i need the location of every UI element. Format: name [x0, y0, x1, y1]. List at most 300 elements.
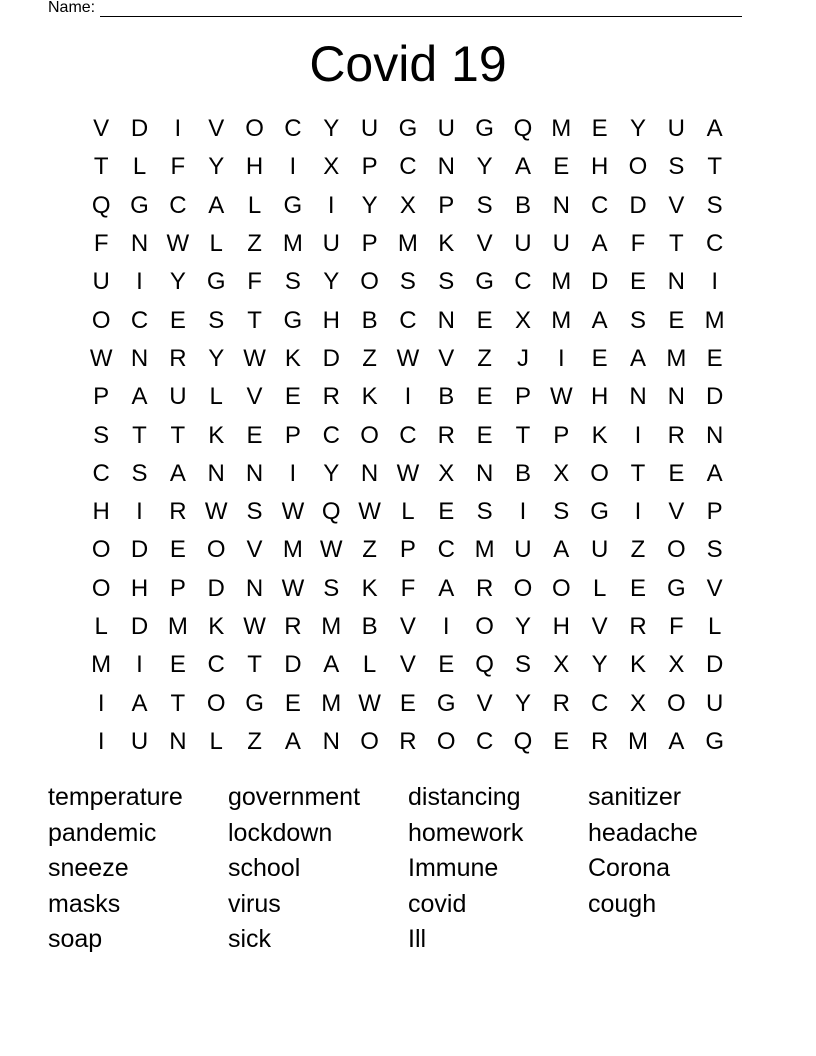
- grid-letter[interactable]: P: [706, 498, 723, 526]
- grid-letter[interactable]: O: [666, 689, 686, 717]
- grid-letter[interactable]: C: [399, 421, 417, 449]
- grid-letter[interactable]: W: [89, 344, 113, 372]
- grid-letter[interactable]: A: [131, 689, 148, 717]
- grid-letter[interactable]: I: [711, 268, 718, 296]
- grid-letter[interactable]: W: [166, 230, 190, 258]
- grid-letter[interactable]: O: [590, 459, 609, 487]
- grid-letter[interactable]: D: [706, 383, 724, 411]
- page-title: Covid 19: [309, 36, 507, 92]
- grid-letter[interactable]: Z: [630, 536, 646, 564]
- grid-letter[interactable]: S: [246, 498, 263, 526]
- grid-letter[interactable]: M: [282, 536, 303, 564]
- grid-letter[interactable]: V: [706, 574, 723, 602]
- grid-letter[interactable]: U: [437, 115, 455, 143]
- grid-letter[interactable]: U: [552, 230, 570, 258]
- grid-letter[interactable]: Y: [323, 459, 340, 487]
- grid-letter[interactable]: R: [284, 613, 302, 640]
- grid-letter[interactable]: F: [247, 268, 262, 296]
- grid-letter[interactable]: D: [130, 613, 149, 640]
- grid-letter[interactable]: C: [475, 727, 494, 755]
- grid-letter[interactable]: F: [668, 613, 684, 640]
- grid-letter[interactable]: C: [322, 421, 340, 449]
- grid-letter[interactable]: R: [437, 421, 455, 449]
- grid-letter[interactable]: G: [283, 191, 303, 219]
- grid-letter[interactable]: V: [93, 115, 110, 143]
- grid-letter[interactable]: I: [327, 191, 335, 219]
- grid-letter[interactable]: W: [358, 498, 381, 526]
- grid-letter[interactable]: E: [169, 306, 186, 334]
- grid-letter[interactable]: I: [634, 421, 642, 449]
- grid-letter[interactable]: G: [590, 498, 609, 526]
- grid-letter[interactable]: V: [246, 536, 263, 564]
- grid-letter[interactable]: I: [97, 689, 105, 717]
- grid-letter[interactable]: G: [475, 115, 494, 143]
- grid-letter[interactable]: C: [399, 306, 417, 334]
- grid-letter[interactable]: D: [130, 115, 149, 143]
- grid-row: [82, 646, 734, 684]
- grid-letter[interactable]: W: [281, 498, 305, 526]
- grid-letter[interactable]: O: [513, 574, 533, 602]
- grid-letter[interactable]: C: [514, 268, 532, 296]
- grid-letter[interactable]: L: [247, 191, 262, 219]
- grid-letter[interactable]: T: [170, 421, 186, 449]
- grid-letter[interactable]: S: [629, 306, 646, 334]
- grid-letter[interactable]: E: [629, 574, 646, 602]
- grid-letter[interactable]: W: [281, 574, 305, 602]
- grid-letter[interactable]: I: [136, 498, 143, 526]
- grid-letter[interactable]: P: [169, 574, 186, 602]
- grid-letter[interactable]: D: [322, 344, 340, 372]
- grid-letter[interactable]: B: [438, 383, 455, 411]
- grid-letter[interactable]: P: [553, 421, 570, 449]
- grid-letter[interactable]: Y: [591, 651, 608, 679]
- name-field[interactable]: [48, 0, 742, 17]
- grid-letter[interactable]: G: [206, 268, 226, 296]
- grid-letter[interactable]: X: [668, 651, 685, 679]
- grid-letter[interactable]: M: [666, 344, 687, 372]
- grid-letter[interactable]: O: [206, 689, 226, 717]
- grid-letter[interactable]: T: [668, 230, 684, 258]
- grid-letter[interactable]: N: [667, 383, 685, 411]
- grid-letter[interactable]: N: [360, 459, 379, 487]
- grid-letter[interactable]: S: [553, 498, 570, 526]
- grid-letter[interactable]: V: [476, 230, 493, 258]
- grid-letter[interactable]: A: [553, 536, 570, 564]
- grid-letter[interactable]: G: [436, 689, 456, 717]
- grid-letter[interactable]: A: [668, 727, 685, 755]
- grid-letter[interactable]: U: [667, 115, 685, 143]
- grid-letter[interactable]: X: [323, 153, 340, 181]
- grid-letter[interactable]: I: [404, 383, 412, 411]
- grid-letter[interactable]: Y: [629, 115, 646, 143]
- word-list-item: Ill: [408, 925, 427, 954]
- grid-letter[interactable]: L: [94, 613, 108, 640]
- grid-letter[interactable]: T: [132, 421, 147, 449]
- grid-letter[interactable]: Y: [476, 153, 493, 181]
- grid-letter[interactable]: S: [668, 153, 685, 181]
- grid-letter[interactable]: I: [174, 115, 182, 143]
- grid-letter[interactable]: Z: [362, 344, 377, 372]
- grid-letter[interactable]: T: [707, 153, 722, 181]
- grid-letter[interactable]: W: [243, 613, 266, 640]
- grid-letter[interactable]: V: [668, 191, 685, 219]
- grid-letter[interactable]: D: [590, 268, 609, 296]
- grid-letter[interactable]: N: [245, 459, 264, 487]
- grid-letter[interactable]: B: [361, 613, 378, 640]
- grid-letter[interactable]: W: [396, 344, 420, 372]
- grid-letter[interactable]: N: [130, 344, 149, 372]
- grid-letter[interactable]: C: [130, 306, 149, 334]
- grid-letter[interactable]: A: [131, 383, 148, 411]
- grid-letter[interactable]: V: [399, 651, 416, 679]
- grid-letter[interactable]: M: [321, 613, 342, 640]
- grid-letter[interactable]: F: [93, 230, 109, 258]
- grid-letter[interactable]: O: [436, 727, 456, 755]
- grid-letter[interactable]: N: [130, 230, 149, 258]
- grid-letter[interactable]: U: [360, 115, 379, 143]
- grid-letter[interactable]: E: [476, 306, 493, 334]
- grid-letter[interactable]: O: [360, 727, 379, 755]
- grid-letter[interactable]: M: [167, 613, 188, 640]
- grid-letter[interactable]: Z: [477, 344, 492, 372]
- grid-letter[interactable]: E: [438, 498, 455, 526]
- grid-letter[interactable]: E: [284, 383, 301, 411]
- grid-letter[interactable]: E: [706, 344, 723, 372]
- grid-letter[interactable]: L: [209, 383, 223, 411]
- grid-letter[interactable]: F: [400, 574, 416, 602]
- grid-letter[interactable]: M: [282, 230, 303, 258]
- grid-letter[interactable]: X: [514, 306, 531, 334]
- grid-letter[interactable]: V: [591, 613, 608, 640]
- grid-letter[interactable]: K: [591, 421, 608, 449]
- grid-letter[interactable]: F: [630, 230, 646, 258]
- grid-letter[interactable]: R: [667, 421, 685, 449]
- grid-letter[interactable]: C: [92, 459, 110, 487]
- grid-letter[interactable]: S: [476, 498, 493, 526]
- word-list-item: distancing: [408, 783, 521, 811]
- grid-letter[interactable]: U: [130, 727, 149, 755]
- grid-letter[interactable]: E: [399, 689, 416, 717]
- grid-letter[interactable]: I: [136, 651, 143, 679]
- grid-letter[interactable]: O: [360, 421, 379, 449]
- grid-letter[interactable]: A: [284, 727, 301, 755]
- grid-letter[interactable]: N: [437, 306, 455, 334]
- grid-letter[interactable]: U: [322, 230, 340, 258]
- grid-letter[interactable]: R: [169, 344, 187, 372]
- grid-letter[interactable]: L: [209, 727, 223, 755]
- grid-letter[interactable]: T: [93, 153, 109, 181]
- grid-letter[interactable]: A: [591, 306, 608, 334]
- grid-letter[interactable]: M: [474, 536, 495, 564]
- grid-letter[interactable]: F: [170, 153, 186, 181]
- grid-letter[interactable]: V: [668, 498, 685, 526]
- grid-letter[interactable]: I: [634, 498, 642, 526]
- grid-letter[interactable]: E: [476, 383, 493, 411]
- grid-letter[interactable]: A: [629, 344, 646, 372]
- grid-letter[interactable]: J: [516, 344, 529, 372]
- grid-row: [82, 263, 734, 301]
- grid-letter[interactable]: N: [245, 574, 264, 602]
- grid-letter[interactable]: V: [438, 344, 455, 372]
- grid-letter[interactable]: B: [514, 459, 531, 487]
- grid-letter[interactable]: R: [475, 574, 494, 602]
- grid-letter[interactable]: Z: [247, 727, 262, 755]
- grid-letter[interactable]: U: [169, 383, 187, 411]
- grid-letter[interactable]: C: [169, 191, 187, 219]
- grid-letter[interactable]: Q: [321, 498, 341, 526]
- grid-letter[interactable]: E: [591, 344, 608, 372]
- grid-letter[interactable]: A: [208, 191, 225, 219]
- grid-letter[interactable]: N: [667, 268, 685, 296]
- grid-letter[interactable]: E: [284, 689, 301, 717]
- grid-letter[interactable]: G: [245, 689, 264, 717]
- grid-letter[interactable]: Y: [361, 191, 378, 219]
- word-list-item: cough: [588, 889, 657, 918]
- grid-letter[interactable]: E: [553, 153, 570, 181]
- grid-letter[interactable]: N: [552, 191, 570, 219]
- grid-letter[interactable]: E: [476, 421, 493, 449]
- grid-letter[interactable]: N: [629, 383, 647, 411]
- grid-letter[interactable]: Y: [208, 344, 225, 372]
- grid-letter[interactable]: E: [438, 651, 455, 679]
- grid-letter[interactable]: L: [132, 153, 147, 181]
- grid-letter[interactable]: H: [245, 153, 264, 181]
- grid-letter[interactable]: I: [97, 727, 105, 755]
- grid-letter[interactable]: Y: [514, 613, 531, 640]
- grid-letter[interactable]: U: [514, 230, 532, 258]
- grid-letter[interactable]: E: [668, 306, 685, 334]
- grid-letter[interactable]: D: [207, 574, 225, 602]
- grid-letter[interactable]: Q: [513, 727, 533, 755]
- grid-letter[interactable]: Y: [208, 153, 225, 181]
- grid-letter[interactable]: S: [514, 651, 531, 679]
- grid-letter[interactable]: R: [552, 689, 570, 717]
- grid-letter[interactable]: U: [590, 536, 609, 564]
- grid-letter[interactable]: P: [399, 536, 416, 564]
- grid-letter[interactable]: U: [92, 268, 110, 296]
- grid-letter[interactable]: S: [706, 191, 723, 219]
- grid-letter[interactable]: W: [204, 498, 228, 526]
- grid-letter[interactable]: H: [92, 498, 110, 526]
- grid-letter[interactable]: I: [136, 268, 143, 296]
- grid-letter[interactable]: E: [553, 727, 570, 755]
- grid-letter[interactable]: E: [169, 536, 186, 564]
- grid-letter[interactable]: T: [170, 689, 186, 717]
- grid-letter[interactable]: V: [476, 689, 493, 717]
- grid-row: [82, 225, 734, 263]
- grid-letter[interactable]: O: [91, 574, 111, 602]
- grid-letter[interactable]: X: [553, 459, 570, 487]
- grid-letter[interactable]: R: [629, 613, 647, 640]
- grid-letter[interactable]: N: [322, 727, 340, 755]
- grid-letter[interactable]: G: [283, 306, 303, 334]
- grid-letter[interactable]: X: [399, 191, 416, 219]
- grid-letter[interactable]: L: [707, 613, 722, 640]
- grid-letter[interactable]: O: [91, 536, 111, 564]
- grid-letter[interactable]: R: [322, 383, 340, 411]
- grid-letter[interactable]: U: [706, 689, 724, 717]
- grid-letter[interactable]: G: [130, 191, 149, 219]
- grid-letter[interactable]: Y: [169, 268, 186, 296]
- grid-letter[interactable]: C: [590, 689, 609, 717]
- grid-letter[interactable]: P: [361, 153, 378, 181]
- grid-letter[interactable]: I: [289, 153, 297, 181]
- grid-letter[interactable]: V: [399, 613, 416, 640]
- grid-letter[interactable]: N: [475, 459, 494, 487]
- grid-letter[interactable]: I: [442, 613, 450, 640]
- grid-letter[interactable]: W: [549, 383, 573, 411]
- name-underline[interactable]: [100, 2, 742, 17]
- grid-letter[interactable]: O: [666, 536, 686, 564]
- grid-letter[interactable]: T: [247, 306, 262, 334]
- grid-letter[interactable]: S: [438, 268, 455, 296]
- word-list-item: sanitizer: [588, 783, 682, 811]
- grid-letter[interactable]: W: [319, 536, 343, 564]
- grid-letter[interactable]: E: [169, 651, 186, 679]
- grid-letter[interactable]: O: [245, 115, 264, 143]
- grid-letter[interactable]: L: [401, 498, 415, 526]
- grid-letter[interactable]: P: [514, 383, 531, 411]
- grid-letter[interactable]: A: [438, 574, 455, 602]
- grid-letter[interactable]: K: [361, 383, 378, 411]
- grid-letter[interactable]: R: [399, 727, 417, 755]
- grid-letter[interactable]: Q: [475, 651, 494, 679]
- grid-letter[interactable]: Z: [362, 536, 377, 564]
- grid-letter[interactable]: N: [437, 153, 455, 181]
- grid-letter[interactable]: Q: [513, 115, 533, 143]
- grid-letter[interactable]: P: [93, 383, 110, 411]
- grid-letter[interactable]: E: [591, 115, 608, 143]
- grid-letter[interactable]: C: [706, 230, 724, 258]
- grid-letter[interactable]: K: [361, 574, 378, 602]
- grid-letter[interactable]: S: [323, 574, 340, 602]
- grid-letter[interactable]: N: [169, 727, 187, 755]
- grid-letter[interactable]: E: [246, 421, 263, 449]
- grid-letter[interactable]: K: [208, 613, 225, 640]
- grid-letter[interactable]: T: [247, 651, 262, 679]
- grid-letter[interactable]: S: [706, 536, 723, 564]
- grid-letter[interactable]: T: [630, 459, 646, 487]
- grid-letter[interactable]: T: [515, 421, 531, 449]
- grid-letter[interactable]: G: [705, 727, 724, 755]
- grid-letter[interactable]: C: [207, 651, 225, 679]
- grid-letter[interactable]: L: [209, 230, 223, 258]
- grid-letter[interactable]: D: [130, 536, 149, 564]
- grid-letter[interactable]: M: [551, 268, 572, 296]
- grid-letter[interactable]: G: [475, 268, 494, 296]
- grid-letter[interactable]: A: [706, 115, 723, 143]
- grid-letter[interactable]: W: [396, 459, 420, 487]
- grid-letter[interactable]: I: [557, 344, 565, 372]
- grid-letter[interactable]: H: [130, 574, 149, 602]
- grid-letter[interactable]: H: [552, 613, 570, 640]
- grid-letter[interactable]: W: [358, 689, 381, 717]
- grid-letter[interactable]: U: [514, 536, 532, 564]
- grid-letter[interactable]: C: [590, 191, 609, 219]
- grid-letter[interactable]: G: [666, 574, 686, 602]
- grid-letter[interactable]: E: [629, 268, 646, 296]
- grid-letter[interactable]: M: [551, 115, 572, 143]
- grid-letter[interactable]: A: [323, 651, 340, 679]
- grid-letter[interactable]: A: [706, 459, 723, 487]
- grid-letter[interactable]: Q: [91, 191, 111, 219]
- grid-letter[interactable]: P: [284, 421, 301, 449]
- grid-letter[interactable]: B: [361, 306, 378, 334]
- grid-letter[interactable]: L: [592, 574, 607, 602]
- grid-letter[interactable]: P: [361, 230, 378, 258]
- grid-letter[interactable]: M: [91, 651, 112, 679]
- grid-letter[interactable]: G: [398, 115, 418, 143]
- grid-letter[interactable]: O: [475, 613, 494, 640]
- grid-letter[interactable]: H: [322, 306, 340, 334]
- grid-letter[interactable]: N: [207, 459, 225, 487]
- grid-letter[interactable]: S: [284, 268, 301, 296]
- grid-letter[interactable]: A: [514, 153, 531, 181]
- grid-letter[interactable]: K: [629, 651, 646, 679]
- grid-letter[interactable]: I: [519, 498, 527, 526]
- grid-letter[interactable]: L: [362, 651, 377, 679]
- grid-letter[interactable]: D: [284, 651, 302, 679]
- grid-letter[interactable]: M: [627, 727, 648, 755]
- grid-letter[interactable]: V: [246, 383, 263, 411]
- grid-row: [82, 608, 734, 646]
- grid-letter[interactable]: K: [284, 344, 301, 372]
- grid-letter[interactable]: D: [629, 191, 647, 219]
- grid-letter[interactable]: A: [591, 230, 608, 258]
- grid-letter[interactable]: M: [321, 689, 342, 717]
- grid-letter[interactable]: X: [553, 651, 570, 679]
- grid-letter[interactable]: S: [131, 459, 148, 487]
- grid-letter[interactable]: Y: [323, 115, 340, 143]
- grid-letter[interactable]: E: [668, 459, 685, 487]
- grid-letter[interactable]: A: [169, 459, 186, 487]
- grid-letter[interactable]: Z: [247, 230, 262, 258]
- grid-letter[interactable]: V: [208, 115, 225, 143]
- grid-letter[interactable]: M: [397, 230, 418, 258]
- grid-letter[interactable]: P: [438, 191, 455, 219]
- grid-letter[interactable]: D: [706, 651, 724, 679]
- grid-letter[interactable]: Y: [514, 689, 531, 717]
- grid-letter[interactable]: I: [289, 459, 297, 487]
- grid-letter[interactable]: W: [243, 344, 266, 372]
- grid-letter[interactable]: C: [437, 536, 455, 564]
- grid-letter[interactable]: S: [93, 421, 110, 449]
- grid-letter[interactable]: Y: [323, 268, 340, 296]
- grid-letter[interactable]: X: [438, 459, 455, 487]
- grid-letter[interactable]: M: [704, 306, 725, 334]
- grid-letter[interactable]: R: [169, 498, 187, 526]
- grid-letter[interactable]: C: [399, 153, 417, 181]
- grid-letter[interactable]: O: [628, 153, 648, 181]
- grid-letter[interactable]: H: [590, 383, 609, 411]
- grid-letter[interactable]: C: [284, 115, 302, 143]
- grid-letter[interactable]: K: [208, 421, 225, 449]
- grid-letter[interactable]: K: [438, 230, 455, 258]
- grid-letter[interactable]: S: [399, 268, 416, 296]
- grid-letter[interactable]: X: [629, 689, 646, 717]
- grid-letter[interactable]: O: [91, 306, 111, 334]
- grid-letter[interactable]: S: [476, 191, 493, 219]
- grid-letter[interactable]: N: [706, 421, 724, 449]
- grid-letter[interactable]: O: [206, 536, 226, 564]
- grid-letter[interactable]: S: [208, 306, 225, 334]
- grid-letter[interactable]: R: [590, 727, 609, 755]
- grid-letter[interactable]: H: [590, 153, 609, 181]
- grid-letter[interactable]: B: [514, 191, 531, 219]
- grid-letter[interactable]: O: [551, 574, 571, 602]
- grid-letter[interactable]: M: [551, 306, 572, 334]
- grid-letter[interactable]: O: [360, 268, 379, 296]
